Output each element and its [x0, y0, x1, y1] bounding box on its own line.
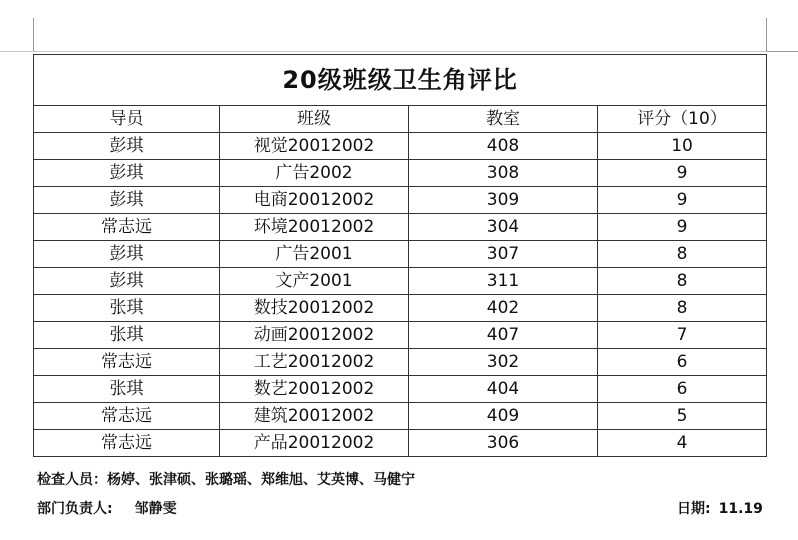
cell-classroom: 402: [409, 295, 598, 322]
header-class: 班级: [220, 106, 409, 133]
cell-classroom: 408: [409, 133, 598, 160]
cell-classroom: 306: [409, 430, 598, 457]
cell-classroom: 307: [409, 241, 598, 268]
cell-counselor: 常志远: [34, 214, 220, 241]
table-row: [34, 376, 767, 403]
cell-class: 建筑20012002: [220, 403, 409, 430]
table-title-row: [34, 55, 767, 106]
table-row: [34, 349, 767, 376]
table-row: [34, 268, 767, 295]
table-row: [34, 133, 767, 160]
cell-counselor: 常志远: [34, 430, 220, 457]
date-line: [677, 498, 763, 518]
hygiene-ranking-table: [33, 54, 767, 457]
cell-class: 动画20012002: [220, 322, 409, 349]
cell-counselor: 彭琪: [34, 160, 220, 187]
manager-line: [37, 498, 177, 518]
header-classroom: 教室: [409, 106, 598, 133]
cell-class: 工艺20012002: [220, 349, 409, 376]
cell-class: 数技20012002: [220, 295, 409, 322]
cell-counselor: 张琪: [34, 376, 220, 403]
cell-class: 文产2001: [220, 268, 409, 295]
cell-class: 环境20012002: [220, 214, 409, 241]
cell-classroom: 407: [409, 322, 598, 349]
cell-score: 9: [598, 187, 767, 214]
cell-score: 5: [598, 403, 767, 430]
cell-score: 9: [598, 160, 767, 187]
table-row: [34, 214, 767, 241]
page-corner-mark-right: [766, 18, 767, 52]
cell-class: 产品20012002: [220, 430, 409, 457]
cell-class: 广告2002: [220, 160, 409, 187]
cell-classroom: 309: [409, 187, 598, 214]
table-row: [34, 295, 767, 322]
cell-class: 视觉20012002: [220, 133, 409, 160]
page-corner-mark-left: [33, 18, 34, 52]
cell-classroom: 409: [409, 403, 598, 430]
cell-counselor: 常志远: [34, 349, 220, 376]
cell-score: 6: [598, 349, 767, 376]
manager-label: 部门负责人:: [37, 501, 113, 517]
table-row: [34, 322, 767, 349]
manager-name: 邹静雯: [134, 501, 177, 517]
cell-classroom: 304: [409, 214, 598, 241]
cell-classroom: 404: [409, 376, 598, 403]
cell-score: 7: [598, 322, 767, 349]
cell-classroom: 302: [409, 349, 598, 376]
cell-classroom: 308: [409, 160, 598, 187]
cell-counselor: 彭琪: [34, 268, 220, 295]
cell-classroom: 311: [409, 268, 598, 295]
cell-class: 广告2001: [220, 241, 409, 268]
cell-counselor: 常志远: [34, 403, 220, 430]
cell-score: 8: [598, 268, 767, 295]
header-counselor: 导员: [34, 106, 220, 133]
inspectors-line: 检查人员：杨婷、张津硕、张璐瑶、郑维旭、艾英博、马健宁: [37, 472, 415, 488]
cell-score: 10: [598, 133, 767, 160]
cell-class: 数艺20012002: [220, 376, 409, 403]
table-title: 20级班级卫生角评比: [34, 55, 767, 106]
page-corner-mark-right-horizontal: [766, 51, 798, 52]
cell-counselor: 张琪: [34, 322, 220, 349]
cell-score: 8: [598, 295, 767, 322]
date-value: 11.19: [718, 501, 763, 517]
table-row: [34, 403, 767, 430]
table-header-row: [34, 106, 767, 133]
header-score: 评分（10）: [598, 106, 767, 133]
cell-score: 4: [598, 430, 767, 457]
cell-counselor: 彭琪: [34, 241, 220, 268]
cell-class: 电商20012002: [220, 187, 409, 214]
cell-counselor: 张琪: [34, 295, 220, 322]
date-label: 日期:: [677, 501, 711, 517]
cell-score: 6: [598, 376, 767, 403]
table-row: [34, 241, 767, 268]
table-row: [34, 187, 767, 214]
cell-score: 9: [598, 214, 767, 241]
cell-score: 8: [598, 241, 767, 268]
table-row: [34, 430, 767, 457]
cell-counselor: 彭琪: [34, 187, 220, 214]
table-row: [34, 160, 767, 187]
page-top-margin-line: [0, 51, 798, 52]
cell-counselor: 彭琪: [34, 133, 220, 160]
